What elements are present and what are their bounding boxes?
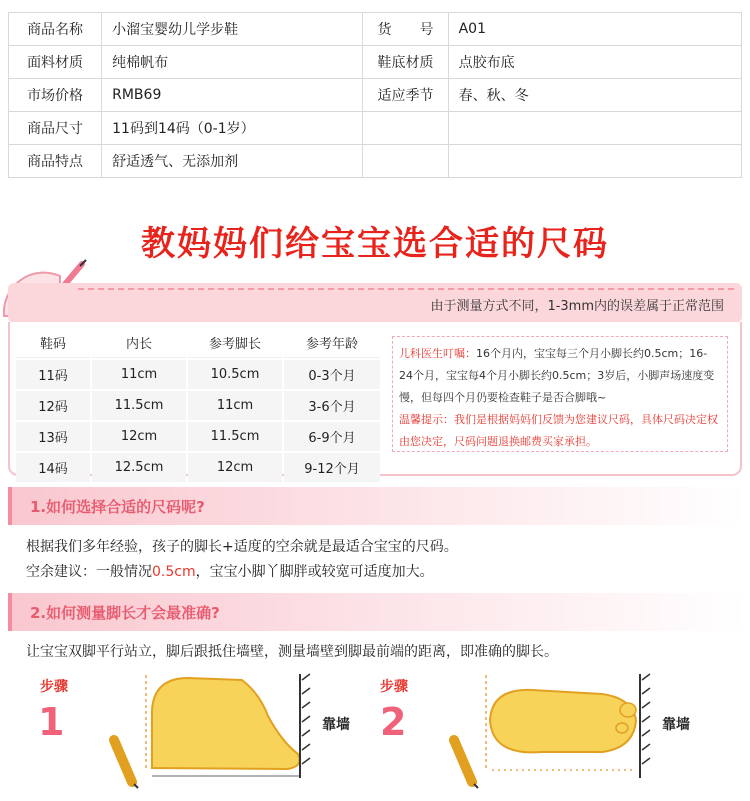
length-cell: 11.5cm <box>92 391 186 420</box>
label-cell: 商品特点 <box>9 145 102 178</box>
paragraph: 让宝宝双脚平行站立，脚后跟抵住墙壁，测量墙壁到脚最前端的距离，即准确的脚长。 <box>26 644 558 660</box>
doctor-label: 儿科医生叮嘱： <box>399 347 476 360</box>
label-cell: 适应季节 <box>363 79 448 112</box>
wall-label: 靠墙 <box>322 717 350 733</box>
age-cell: 6-9个月 <box>284 422 380 451</box>
step-number: 2 <box>380 700 407 744</box>
table-row <box>9 13 742 46</box>
value-cell: 舒适透气、无添加剂 <box>102 145 363 178</box>
step-label: 步骤 <box>40 679 68 695</box>
doctor-text: 16个月内，宝宝每三个月小脚长约0.5cm；16-24个月，宝宝每4个月小脚长约0.5cm；3岁后，小脚声场速度变慢，但每四个月仍要检查鞋子是否合脚哦~ <box>399 347 715 404</box>
table-row <box>9 79 742 112</box>
length-cell: 12.5cm <box>92 453 186 482</box>
size-cell: 12码 <box>16 391 90 420</box>
table-row <box>16 422 380 451</box>
value-cell <box>448 145 741 178</box>
label-cell: 面料材质 <box>9 46 102 79</box>
length-cell: 11cm <box>92 360 186 389</box>
value-cell <box>448 112 741 145</box>
value-cell: 纯棉帆布 <box>102 46 363 79</box>
label-cell: 商品尺寸 <box>9 112 102 145</box>
value-cell: 11码到14码（0-1岁） <box>102 112 363 145</box>
measurement-note: 由于测量方式不同，1-3mm内的误差属于正常范围 <box>430 299 724 314</box>
tip-text: 温馨提示：我们是根据妈妈们反馈为您建议尺码，具体尺码决定权由您决定，尺码问题退换邮费买家承担。 <box>399 413 718 448</box>
paragraph <box>26 561 434 581</box>
size-table <box>14 326 382 484</box>
text: ，宝宝小脚丫脚胖或较宽可适度加大。 <box>195 564 434 580</box>
text: 空余建议：一般情况 <box>26 564 152 580</box>
size-cell: 11码 <box>16 360 90 389</box>
label-cell: 市场价格 <box>9 79 102 112</box>
dashed-divider <box>78 288 734 290</box>
table-row <box>9 145 742 178</box>
label-cell: 商品名称 <box>9 13 102 46</box>
step-number: 1 <box>38 700 65 744</box>
foot-top-illustration <box>432 670 662 790</box>
table-row <box>9 112 742 145</box>
highlight-value: 0.5cm <box>152 564 196 580</box>
table-row <box>16 453 380 482</box>
age-cell: 9-12个月 <box>284 453 380 482</box>
age-cell: 0-3个月 <box>284 360 380 389</box>
size-table-header <box>16 328 380 358</box>
foot-length-cell: 11.5cm <box>188 422 282 451</box>
product-info-table <box>8 12 742 178</box>
value-cell: 点胶布底 <box>448 46 741 79</box>
length-cell: 12cm <box>92 422 186 451</box>
header-cell: 内长 <box>92 328 186 358</box>
foot-side-illustration <box>92 670 322 790</box>
header-cell: 参考年龄 <box>284 328 380 358</box>
label-cell <box>363 112 448 145</box>
foot-length-cell: 10.5cm <box>188 360 282 389</box>
table-row <box>16 391 380 420</box>
size-cell: 14码 <box>16 453 90 482</box>
main-title: 教妈妈们给宝宝选合适的尺码 <box>141 224 609 264</box>
wall-label: 靠墙 <box>662 717 690 733</box>
value-cell: 春、秋、冬 <box>448 79 741 112</box>
foot-length-cell: 12cm <box>188 453 282 482</box>
section-header-choose-size <box>8 487 746 525</box>
label-cell <box>363 145 448 178</box>
foot-length-cell: 11cm <box>188 391 282 420</box>
value-cell: RMB69 <box>102 79 363 112</box>
section-header-measure-foot <box>8 593 746 631</box>
value-cell: A01 <box>448 13 741 46</box>
header-cell: 鞋码 <box>16 328 90 358</box>
label-cell: 货 号 <box>363 13 448 46</box>
section-title: 2.如何测量脚长才会最准确? <box>30 604 220 622</box>
table-row <box>9 46 742 79</box>
measurement-note-banner <box>8 283 742 323</box>
age-cell: 3-6个月 <box>284 391 380 420</box>
paragraph: 根据我们多年经验，孩子的脚长+适度的空余就是最适合宝宝的尺码。 <box>26 539 458 555</box>
label-cell: 鞋底材质 <box>363 46 448 79</box>
section-title: 1.如何选择合适的尺码呢? <box>30 498 205 516</box>
step-label: 步骤 <box>380 679 408 695</box>
value-cell: 小溜宝婴幼儿学步鞋 <box>102 13 363 46</box>
size-cell: 13码 <box>16 422 90 451</box>
table-row <box>16 360 380 389</box>
header-cell: 参考脚长 <box>188 328 282 358</box>
size-advice-box <box>392 336 728 452</box>
